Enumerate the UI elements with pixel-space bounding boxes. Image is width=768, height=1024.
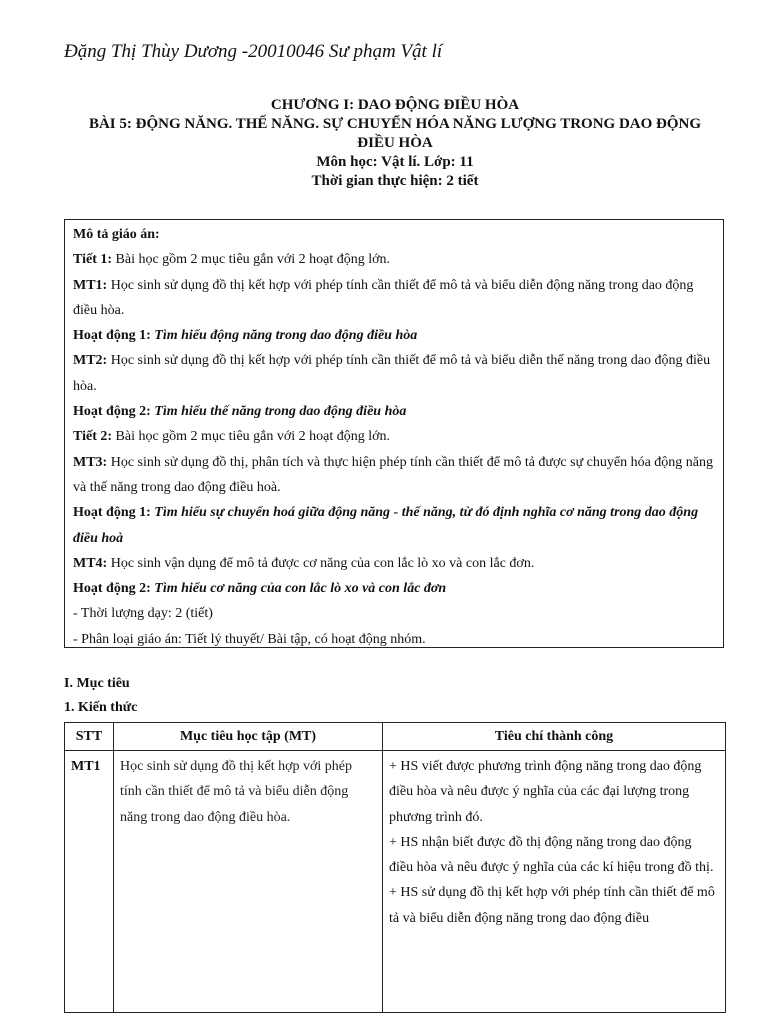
hd2a-line: [73, 399, 715, 424]
hd2b-label: Hoạt động 2:: [73, 581, 151, 597]
criteria-item: + HS sử dụng đồ thị kết hợp với phép tính cần thiết để mô tả và biểu diễn động năng trong dao động điều: [389, 885, 715, 926]
table-row: [65, 751, 726, 1013]
mt2-label: MT2:: [73, 353, 108, 369]
row-objective: Học sinh sử dụng đồ thị kết hợp với phép tính cần thiết để mô tả và biểu diễn động năng trong dao động điều hòa.: [114, 751, 383, 1013]
hd1a-text: Tìm hiểu động năng trong dao động điều hòa: [150, 328, 418, 344]
section-objectives-heading: I. Mục tiêu: [64, 676, 130, 691]
table-header-row: [65, 723, 726, 751]
mt3-text: Học sinh sử dụng đồ thị, phân tích và thực hiện phép tính cần thiết để mô tả được sự chuyển hóa động năng và thế năng trong dao động điều hoà.: [73, 454, 714, 495]
tiet2-text: Bài học gồm 2 mục tiêu gắn với 2 hoạt động lớn.: [112, 429, 391, 445]
mt1-label: MT1:: [73, 277, 108, 293]
mt4-label: MT4:: [73, 555, 108, 571]
time-line: - Thời lượng dạy: 2 (tiết): [73, 606, 213, 622]
tiet2-label: Tiết 2:: [73, 429, 113, 445]
header-objective: Mục tiêu học tập (MT): [114, 723, 383, 751]
lesson-title-line2: ĐIỀU HÒA: [357, 135, 433, 151]
type-line: - Phân loại giáo án: Tiết lý thuyết/ Bài tập, có hoạt động nhóm.: [73, 631, 426, 647]
duration-line: Thời gian thực hiện: 2 tiết: [311, 173, 479, 189]
author-line: Đặng Thị Thùy Dương -20010046 Sư phạm Vật lí: [64, 41, 443, 62]
header-stt: STT: [65, 723, 114, 751]
chapter-title: CHƯƠNG I: DAO ĐỘNG ĐIỀU HÒA: [270, 97, 520, 113]
mt4-text: Học sinh vận dụng để mô tả được cơ năng của con lắc lò xo và con lắc đơn.: [107, 555, 535, 571]
tiet1-label: Tiết 1:: [73, 252, 113, 268]
hd1b-text: Tìm hiểu sự chuyển hoá giữa động năng - thế năng, từ đó định nghĩa cơ năng trong dao động điều hoà: [73, 505, 699, 546]
hd1a-line: [73, 323, 715, 348]
subject-line: Môn học: Vật lí. Lớp: 11: [316, 154, 474, 170]
criteria-item: + HS viết được phương trình động năng trong dao động điều hòa và nêu được ý nghĩa của các đại lượng trong phương trình đó.: [389, 759, 702, 825]
mt3-label: MT3:: [73, 454, 108, 470]
hd1b-label: Hoạt động 1:: [73, 505, 151, 521]
mt1-text: Học sinh sử dụng đồ thị kết hợp với phép tính cần thiết để mô tả và biểu diễn động năng trong dao động điều hòa.: [73, 277, 694, 318]
row-criteria: [383, 751, 726, 1013]
lesson-description-box: [64, 219, 724, 648]
mt2-line: [73, 348, 715, 399]
tiet1-text: Bài học gồm 2 mục tiêu gắn với 2 hoạt động lớn.: [112, 252, 391, 268]
mt2-text: Học sinh sử dụng đồ thị kết hợp với phép tính cần thiết để mô tả và biểu diễn thế năng trong dao động điều hòa.: [73, 353, 711, 394]
hd2b-line: [73, 576, 715, 601]
section-knowledge-heading: 1. Kiến thức: [64, 700, 138, 715]
tiet2-line: [73, 424, 715, 449]
knowledge-objectives-table: [64, 722, 726, 1013]
hd2b-text: Tìm hiểu cơ năng của con lắc lò xo và con lắc đơn: [150, 581, 447, 597]
description-heading: Mô tả giáo án:: [73, 227, 160, 242]
header-criteria: Tiêu chí thành công: [383, 723, 726, 751]
document-title-block: [64, 96, 726, 191]
mt3-line: [73, 450, 715, 501]
lesson-title-line1: BÀI 5: ĐỘNG NĂNG. THẾ NĂNG. SỰ CHUYỂN HÓA NĂNG LƯỢNG TRONG DAO ĐỘNG: [88, 116, 702, 132]
mt4-line: [73, 551, 715, 576]
tiet1-line: [73, 247, 715, 272]
mt1-line: [73, 273, 715, 324]
hd1b-line: [73, 500, 715, 551]
criteria-item: + HS nhận biết được đồ thị động năng trong dao động điều hòa và nêu được ý nghĩa của các kí hiệu trong đồ thị.: [389, 834, 714, 876]
hd2a-label: Hoạt động 2:: [73, 404, 151, 420]
row-stt: MT1: [65, 751, 114, 1013]
hd1a-label: Hoạt động 1:: [73, 328, 151, 344]
hd2a-text: Tìm hiểu thế năng trong dao động điều hòa: [150, 404, 407, 420]
